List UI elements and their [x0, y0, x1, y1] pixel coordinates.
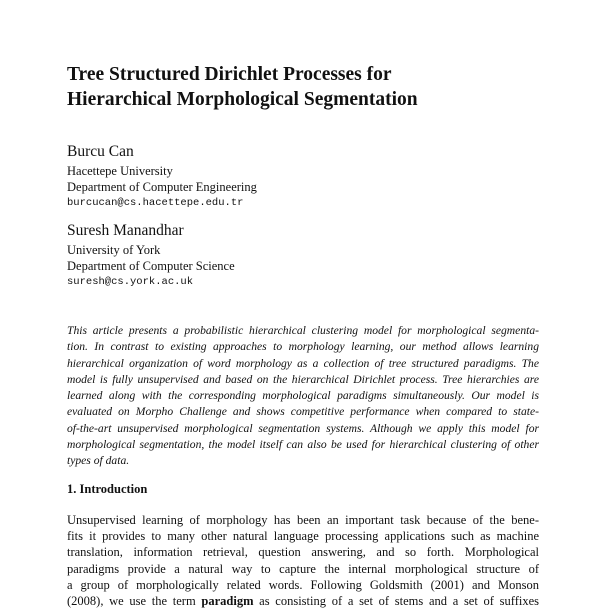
intro-line: Unsupervised learning of morphology has been an important task because of the bene- — [67, 513, 539, 527]
intro-line: translation, information retrieval, question answering, and so forth. Morphological — [67, 545, 539, 560]
abstract-line: model is fully unsupervised and based on the hierarchical Dirichlet process. Tree hierarchies are — [67, 372, 539, 386]
abstract-line: tion. In contrast to existing approaches to morphology learning, our method allows learning — [67, 340, 539, 354]
intro-text: (2008), we use the term — [67, 594, 202, 609]
title-line-2: Hierarchical Morphological Segmentation — [67, 89, 418, 110]
abstract — [67, 323, 539, 470]
abstract-line: morphological segmentation, the model itself can also be used for hierarchical clustering of other — [67, 438, 539, 452]
intro-line: paradigms provide a natural way to capture the internal morphological structure of — [67, 561, 539, 576]
abstract-line: types of data. — [67, 454, 130, 468]
abstract-line: of-the-art unsupervised morphological segmentation systems. Although we apply this model for — [67, 421, 539, 435]
author-email: suresh@cs.york.ac.uk — [67, 276, 194, 288]
abstract-line: hierarchical organization of word morphology as a collection of tree structured paradigms. The — [67, 356, 539, 370]
section-heading: 1. Introduction — [67, 482, 148, 496]
abstract-line: learned along with the corresponding morphological paradigms simultaneously. Our model is — [67, 389, 539, 403]
intro-line: fits it provides to many other natural language processing applications such as machine — [67, 529, 539, 544]
intro-paragraph — [67, 512, 539, 609]
abstract-line: This article presents a probabilistic hierarchical clustering model for morphological segmenta- — [67, 324, 539, 337]
author-name: Suresh Manandhar — [67, 222, 184, 239]
abstract-line: evaluated on Morpho Challenge and shows competitive performance when compared to state- — [67, 405, 539, 419]
intro-text: as consisting of a set of stems and a set of suffixes — [253, 594, 539, 609]
author-department: Department of Computer Engineering — [67, 180, 257, 194]
author-email: burcucan@cs.hacettepe.edu.tr — [67, 197, 244, 209]
intro-line — [67, 593, 539, 609]
term-paradigm: paradigm — [201, 594, 254, 609]
paper-title — [67, 62, 567, 112]
author-name: Burcu Can — [67, 143, 134, 160]
title-line-1: Tree Structured Dirichlet Processes for — [67, 64, 392, 85]
author-affiliation: Hacettepe University — [67, 164, 173, 178]
author-block-1 — [67, 143, 547, 211]
author-block-2 — [67, 222, 547, 290]
intro-line: a group of morphologically related words. Following Goldsmith (2001) and Monson — [67, 577, 539, 592]
author-department: Department of Computer Science — [67, 259, 235, 273]
author-affiliation: University of York — [67, 243, 161, 257]
